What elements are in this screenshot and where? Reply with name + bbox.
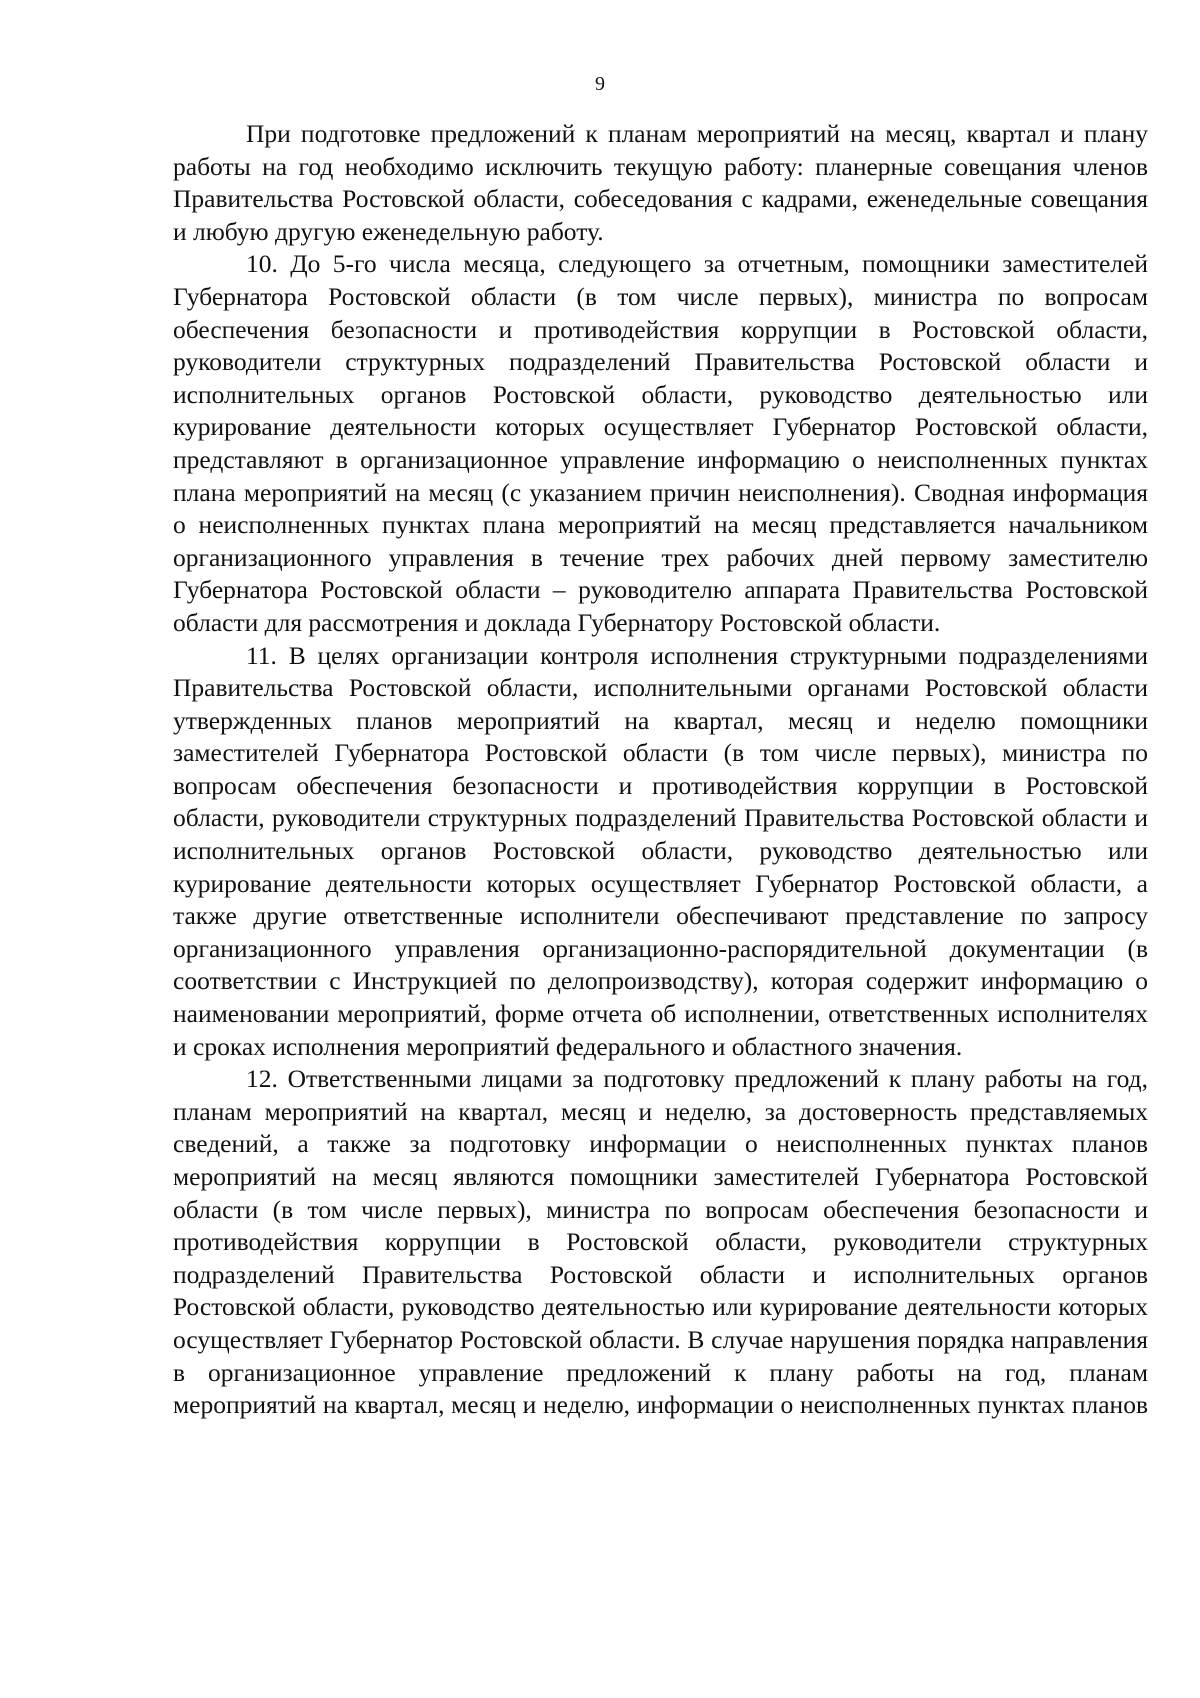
paragraph-12: 12. Ответственными лицами за подготовку предложений к плану работы на год, планам мероприятий на квартал, месяц и неделю, за достоверность представляемых сведений, а также за подготовку информации о неисполненных пунктах планов мероприятий на месяц являются помощники заместителей Губернатора Ростовской области (в том числе первых), министра по вопросам обеспечения безопасности и противодействия коррупции в Ростовской области, руководители структурных подразделений Правительства Ростовской области и исполнительных органов Ростовской области, руководство деятельностью или курирование деятельности которых осуществляет Губернатор Ростовской области. В случае нарушения порядка направления в организационное управление предложений к плану работы на год, планам мероприятий на квартал, месяц и неделю, информации о неисполненных пунктах планов bbox=[173, 1064, 1148, 1420]
paragraph-intro: При подготовке предложений к планам мероприятий на месяц, квартал и плану работы на год необходимо исключить текущую работу: планерные совещания членов Правительства Ростовской области, собеседования с кадрами, еженедельные совещания и любую другую еженедельную работу. bbox=[173, 119, 1148, 246]
paragraph-10: 10. До 5-го числа месяца, следующего за отчетным, помощники заместителей Губернатора Ростовской области (в том числе первых), министра по вопросам обеспечения безопасности и противодействия коррупции в Ростовской области, руководители структурных подразделений Правительства Ростовской области и исполнительных органов Ростовской области, руководство деятельностью или курирование деятельности которых осуществляет Губернатор Ростовской области, представляют в организационное управление информацию о неисполненных пунктах плана мероприятий на месяц (с указанием причин неисполнения). Сводная информация о неисполненных пунктах плана мероприятий на месяц представляется начальником организационного управления в течение трех рабочих дней первому заместителю Губернатора Ростовской области – руководителю аппарата Правительства Ростовской области для рассмотрения и доклада Губернатору Ростовской области. bbox=[173, 249, 1148, 637]
paragraph-11: 11. В целях организации контроля исполнения структурными подразделениями Правительства Ростовской области, исполнительными органами Ростовской области утвержденных планов мероприятий на квартал, месяц и неделю помощники заместителей Губернатора Ростовской области (в том числе первых), министра по вопросам обеспечения безопасности и противодействия коррупции в Ростовской области, руководители структурных подразделений Правительства Ростовской области и исполнительных органов Ростовской области, руководство деятельностью или курирование деятельности которых осуществляет Губернатор Ростовской области, а также другие ответственные исполнители обеспечивают представление по запросу организационного управления организационно-распорядительной документации (в соответствии с Инструкцией по делопроизводству), которая содержит информацию о наименовании мероприятий, форме отчета об исполнении, ответственных исполнителях и сроках исполнения мероприятий федерального и областного значения. bbox=[173, 640, 1148, 1061]
page-number: 9 bbox=[595, 73, 605, 95]
document-body bbox=[173, 118, 1148, 1422]
